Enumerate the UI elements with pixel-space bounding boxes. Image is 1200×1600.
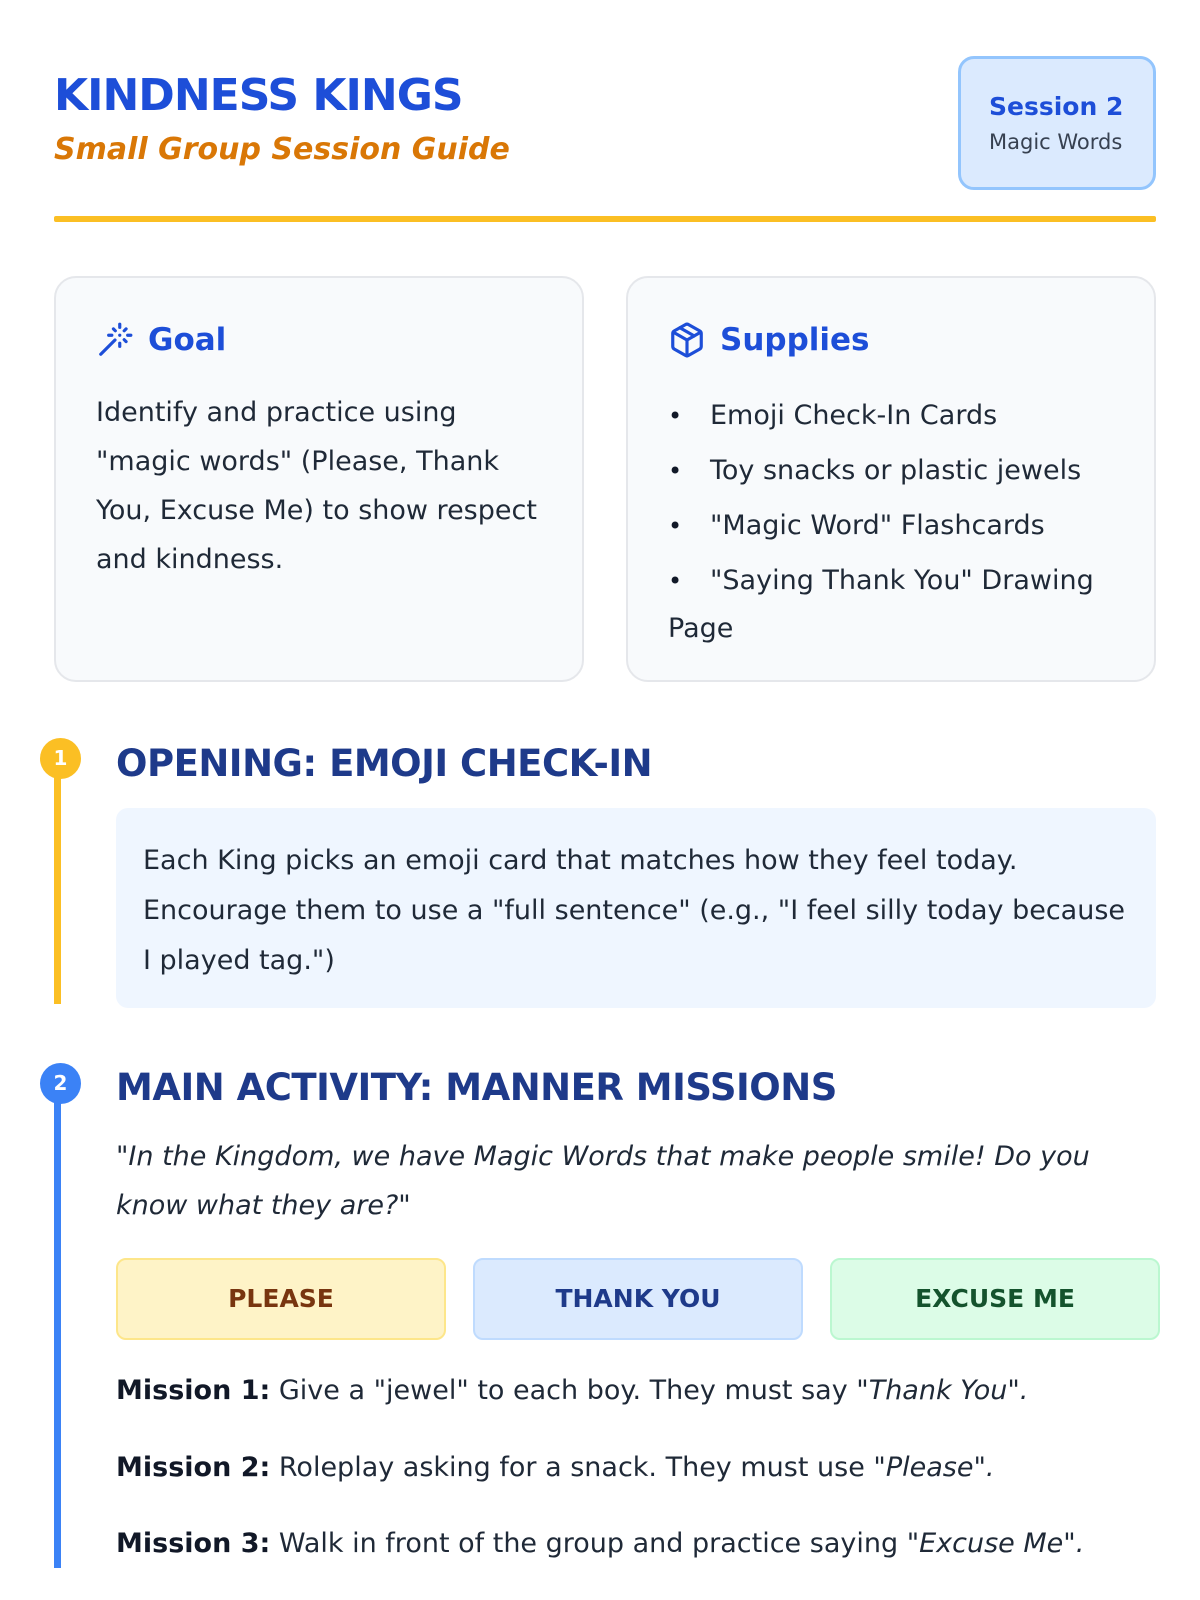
- mission-phrase: "Excuse Me".: [906, 1528, 1085, 1559]
- mission-item: [116, 1448, 1156, 1488]
- supplies-card: [626, 276, 1156, 682]
- mission-label: Mission 1:: [116, 1375, 271, 1406]
- session-badge: [958, 56, 1156, 190]
- supply-item: • Toy snacks or plastic jewels: [668, 447, 1128, 495]
- supply-item: • "Saying Thank You" Drawing Page: [668, 557, 1128, 652]
- goal-title: Goal: [148, 322, 227, 358]
- box-icon: [668, 321, 706, 359]
- page-title: KINDNESS KINGS: [54, 70, 463, 121]
- timeline-bar-main: [54, 1078, 61, 1568]
- mission-label: Mission 3:: [116, 1528, 271, 1559]
- mission-text: Walk in front of the group and practice saying: [278, 1528, 899, 1559]
- magic-word-excuse-me: EXCUSE ME: [830, 1258, 1160, 1340]
- mission-item: [116, 1371, 1156, 1411]
- supply-item: • Emoji Check-In Cards: [668, 392, 1128, 440]
- supplies-list: [668, 392, 1128, 659]
- page-subtitle: Small Group Session Guide: [54, 132, 510, 167]
- supply-item: • "Magic Word" Flashcards: [668, 502, 1128, 550]
- supplies-title: Supplies: [720, 322, 870, 358]
- activity-quote: "In the Kingdom, we have Magic Words that make people smile! Do you know what they are?": [116, 1141, 1090, 1221]
- mission-label: Mission 2:: [116, 1452, 271, 1483]
- opening-instructions: Each King picks an emoji card that matches how they feel today. Encourage them to use a "full sentence" (e.g., "I feel silly today because I played tag."): [116, 808, 1156, 1008]
- magic-word-thank-you: THANK YOU: [473, 1258, 803, 1340]
- header-divider: [54, 216, 1156, 222]
- timeline-bar-opening: [54, 752, 61, 1004]
- goal-card: [54, 276, 584, 682]
- mission-text: Give a "jewel" to each boy. They must say: [278, 1375, 848, 1406]
- session-topic: Magic Words: [989, 130, 1123, 154]
- magic-word-please: PLEASE: [116, 1258, 446, 1340]
- mission-phrase: "Thank You".: [856, 1375, 1029, 1406]
- step-number-badge: 2: [40, 1063, 81, 1104]
- main-activity-title: MAIN ACTIVITY: MANNER MISSIONS: [116, 1066, 837, 1109]
- mission-item: [116, 1524, 1156, 1564]
- mission-text: Roleplay asking for a snack. They must use: [278, 1452, 865, 1483]
- step-number-badge: 1: [40, 738, 81, 779]
- mission-phrase: "Please".: [873, 1452, 995, 1483]
- opening-title: OPENING: EMOJI CHECK-IN: [116, 742, 653, 785]
- session-number: Session 2: [989, 92, 1124, 121]
- goal-text: Identify and practice using "magic words" (Please, Thank You, Excuse Me) to show respect and kindness.: [96, 397, 537, 575]
- page-header: [54, 56, 1156, 226]
- magic-wand-icon: [96, 321, 134, 359]
